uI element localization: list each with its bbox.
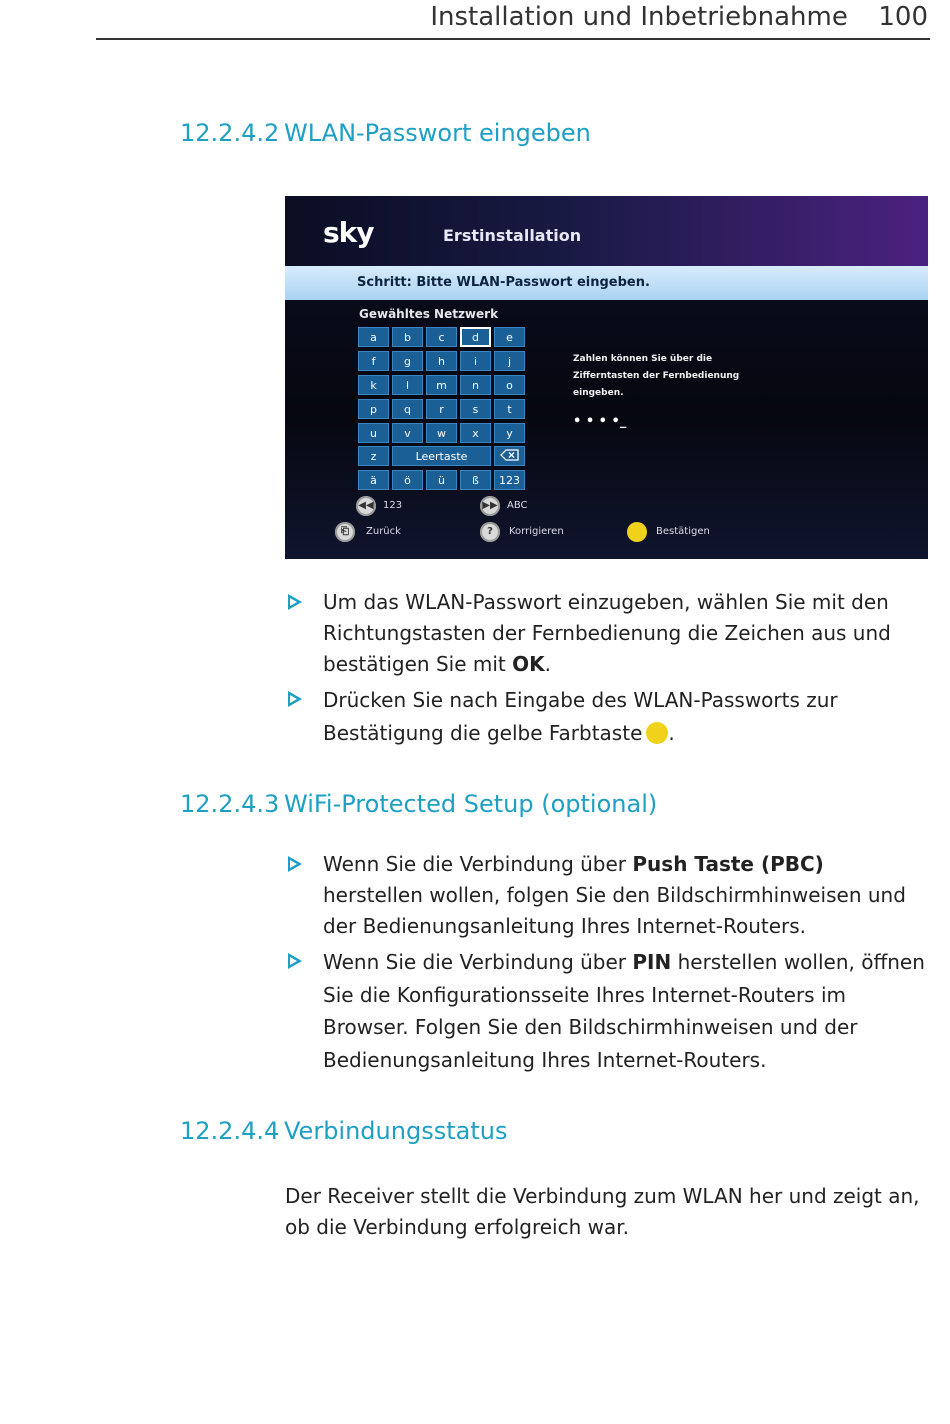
key-a[interactable]: a bbox=[358, 327, 389, 347]
key-d-selected[interactable]: d bbox=[460, 327, 491, 347]
key-m[interactable]: m bbox=[426, 375, 457, 395]
screen-title: Erstinstallation bbox=[443, 226, 582, 245]
bullet-item bbox=[285, 684, 930, 750]
key-w[interactable]: w bbox=[426, 423, 457, 443]
backspace-icon bbox=[500, 449, 520, 461]
key-j[interactable]: j bbox=[494, 351, 525, 371]
rewind-button[interactable] bbox=[356, 496, 376, 516]
section-heading-wps bbox=[180, 790, 657, 818]
key-o-umlaut[interactable]: ö bbox=[392, 470, 423, 490]
key-n[interactable]: n bbox=[460, 375, 491, 395]
tv-screenshot bbox=[285, 196, 928, 559]
bullet-text: Drücken Sie nach Eingabe des WLAN-Passworts zur Bestätigung die gelbe Farbtaste bbox=[323, 688, 838, 745]
section-number: 12.2.4.2 bbox=[180, 119, 280, 147]
bullet-bold: PIN bbox=[632, 950, 672, 974]
key-x[interactable]: x bbox=[460, 423, 491, 443]
key-eszett[interactable]: ß bbox=[460, 470, 491, 490]
confirm-label: Bestätigen bbox=[656, 526, 710, 537]
sky-logo: sky bbox=[323, 216, 374, 249]
status-paragraph: Der Receiver stellt die Verbindung zum WLAN her und zeigt an, ob die Verbindung erfolgreich war. bbox=[285, 1184, 920, 1239]
back-icon: ⎗ bbox=[341, 526, 349, 537]
triangle-bullet-icon bbox=[285, 948, 307, 974]
key-backspace[interactable] bbox=[494, 446, 525, 466]
hint-text: Zahlen können Sie über die Zifferntasten der Fernbedienung eingeben. bbox=[573, 354, 740, 398]
key-l[interactable]: l bbox=[392, 375, 423, 395]
bullet-text: Wenn Sie die Verbindung über bbox=[323, 950, 633, 974]
back-button[interactable] bbox=[335, 522, 355, 542]
key-e[interactable]: e bbox=[494, 327, 525, 347]
section-title: WLAN-Passwort eingeben bbox=[284, 119, 591, 147]
question-icon: ? bbox=[487, 526, 493, 537]
page-header bbox=[400, 2, 928, 32]
network-label: Gewähltes Netzwerk bbox=[359, 307, 499, 321]
key-g[interactable]: g bbox=[392, 351, 423, 371]
key-b[interactable]: b bbox=[392, 327, 423, 347]
bullet-text-post: herstellen wollen, öffnen Sie die Konfigurationsseite Ihres Internet-Routers im Browser. Folgen Sie den Bildschirmhinweisen und der Bedienungsanleitung Ihres Internet-Routers. bbox=[323, 950, 925, 1072]
bullet-bold: Push Taste (PBC) bbox=[632, 852, 824, 876]
key-f[interactable]: f bbox=[358, 351, 389, 371]
bullet-item bbox=[285, 849, 930, 942]
screen-topbar bbox=[285, 196, 928, 266]
bullet-text-post: herstellen wollen, folgen Sie den Bildschirmhinweisen und der Bedienungsanleitung Ihres Internet-Routers. bbox=[323, 883, 906, 938]
section-title: WiFi-Protected Setup (optional) bbox=[284, 790, 658, 818]
key-o[interactable]: o bbox=[494, 375, 525, 395]
key-k[interactable]: k bbox=[358, 375, 389, 395]
key-u[interactable]: u bbox=[358, 423, 389, 443]
help-button[interactable] bbox=[480, 522, 500, 542]
section-number: 12.2.4.4 bbox=[180, 1117, 280, 1145]
fast-forward-icon: ▶▶ bbox=[482, 500, 498, 511]
key-q[interactable]: q bbox=[392, 399, 423, 419]
key-a-umlaut[interactable]: ä bbox=[358, 470, 389, 490]
nav-right-label: ABC bbox=[507, 500, 528, 511]
key-p[interactable]: p bbox=[358, 399, 389, 419]
bullet-item bbox=[285, 946, 930, 1076]
section-heading-status bbox=[180, 1117, 507, 1145]
key-123[interactable]: 123 bbox=[494, 470, 525, 490]
section-heading-wlan-password bbox=[180, 119, 591, 147]
key-z[interactable]: z bbox=[358, 446, 389, 466]
bullet-end: . bbox=[544, 652, 551, 676]
key-space[interactable]: Leertaste bbox=[392, 446, 491, 466]
key-t[interactable]: t bbox=[494, 399, 525, 419]
fast-forward-button[interactable] bbox=[480, 496, 500, 516]
bullet-end: . bbox=[668, 721, 675, 745]
key-c[interactable]: c bbox=[426, 327, 457, 347]
triangle-bullet-icon bbox=[285, 686, 307, 712]
bullet-text: Um das WLAN-Passwort einzugeben, wählen Sie mit den Richtungstasten der Fernbedienung die Zeichen aus und bestätigen Sie mit bbox=[323, 590, 891, 676]
yellow-button[interactable] bbox=[627, 522, 647, 542]
step-text: Schritt: Bitte WLAN-Passwort eingeben. bbox=[357, 275, 650, 290]
step-bar bbox=[285, 266, 928, 300]
key-h[interactable]: h bbox=[426, 351, 457, 371]
key-i[interactable]: i bbox=[460, 351, 491, 371]
header-rule bbox=[96, 38, 930, 40]
yellow-key-icon bbox=[646, 722, 668, 744]
section-title: Verbindungsstatus bbox=[284, 1117, 508, 1145]
help-label: Korrigieren bbox=[509, 526, 564, 537]
key-y[interactable]: y bbox=[494, 423, 525, 443]
bullet-bold: OK bbox=[512, 652, 545, 676]
triangle-bullet-icon bbox=[285, 851, 307, 877]
key-s[interactable]: s bbox=[460, 399, 491, 419]
bullet-text: Wenn Sie die Verbindung über bbox=[323, 852, 633, 876]
nav-left-label: 123 bbox=[383, 500, 403, 511]
header-title: Installation und Inbetriebnahme bbox=[430, 2, 848, 32]
bullet-item bbox=[285, 587, 930, 680]
key-r[interactable]: r bbox=[426, 399, 457, 419]
password-mask: • • • •_ bbox=[573, 414, 627, 429]
rewind-icon: ◀◀ bbox=[358, 500, 374, 511]
key-u-umlaut[interactable]: ü bbox=[426, 470, 457, 490]
triangle-bullet-icon bbox=[285, 589, 307, 615]
back-label: Zurück bbox=[366, 526, 401, 537]
section-number: 12.2.4.3 bbox=[180, 790, 280, 818]
page-number: 100 bbox=[878, 2, 928, 32]
key-v[interactable]: v bbox=[392, 423, 423, 443]
